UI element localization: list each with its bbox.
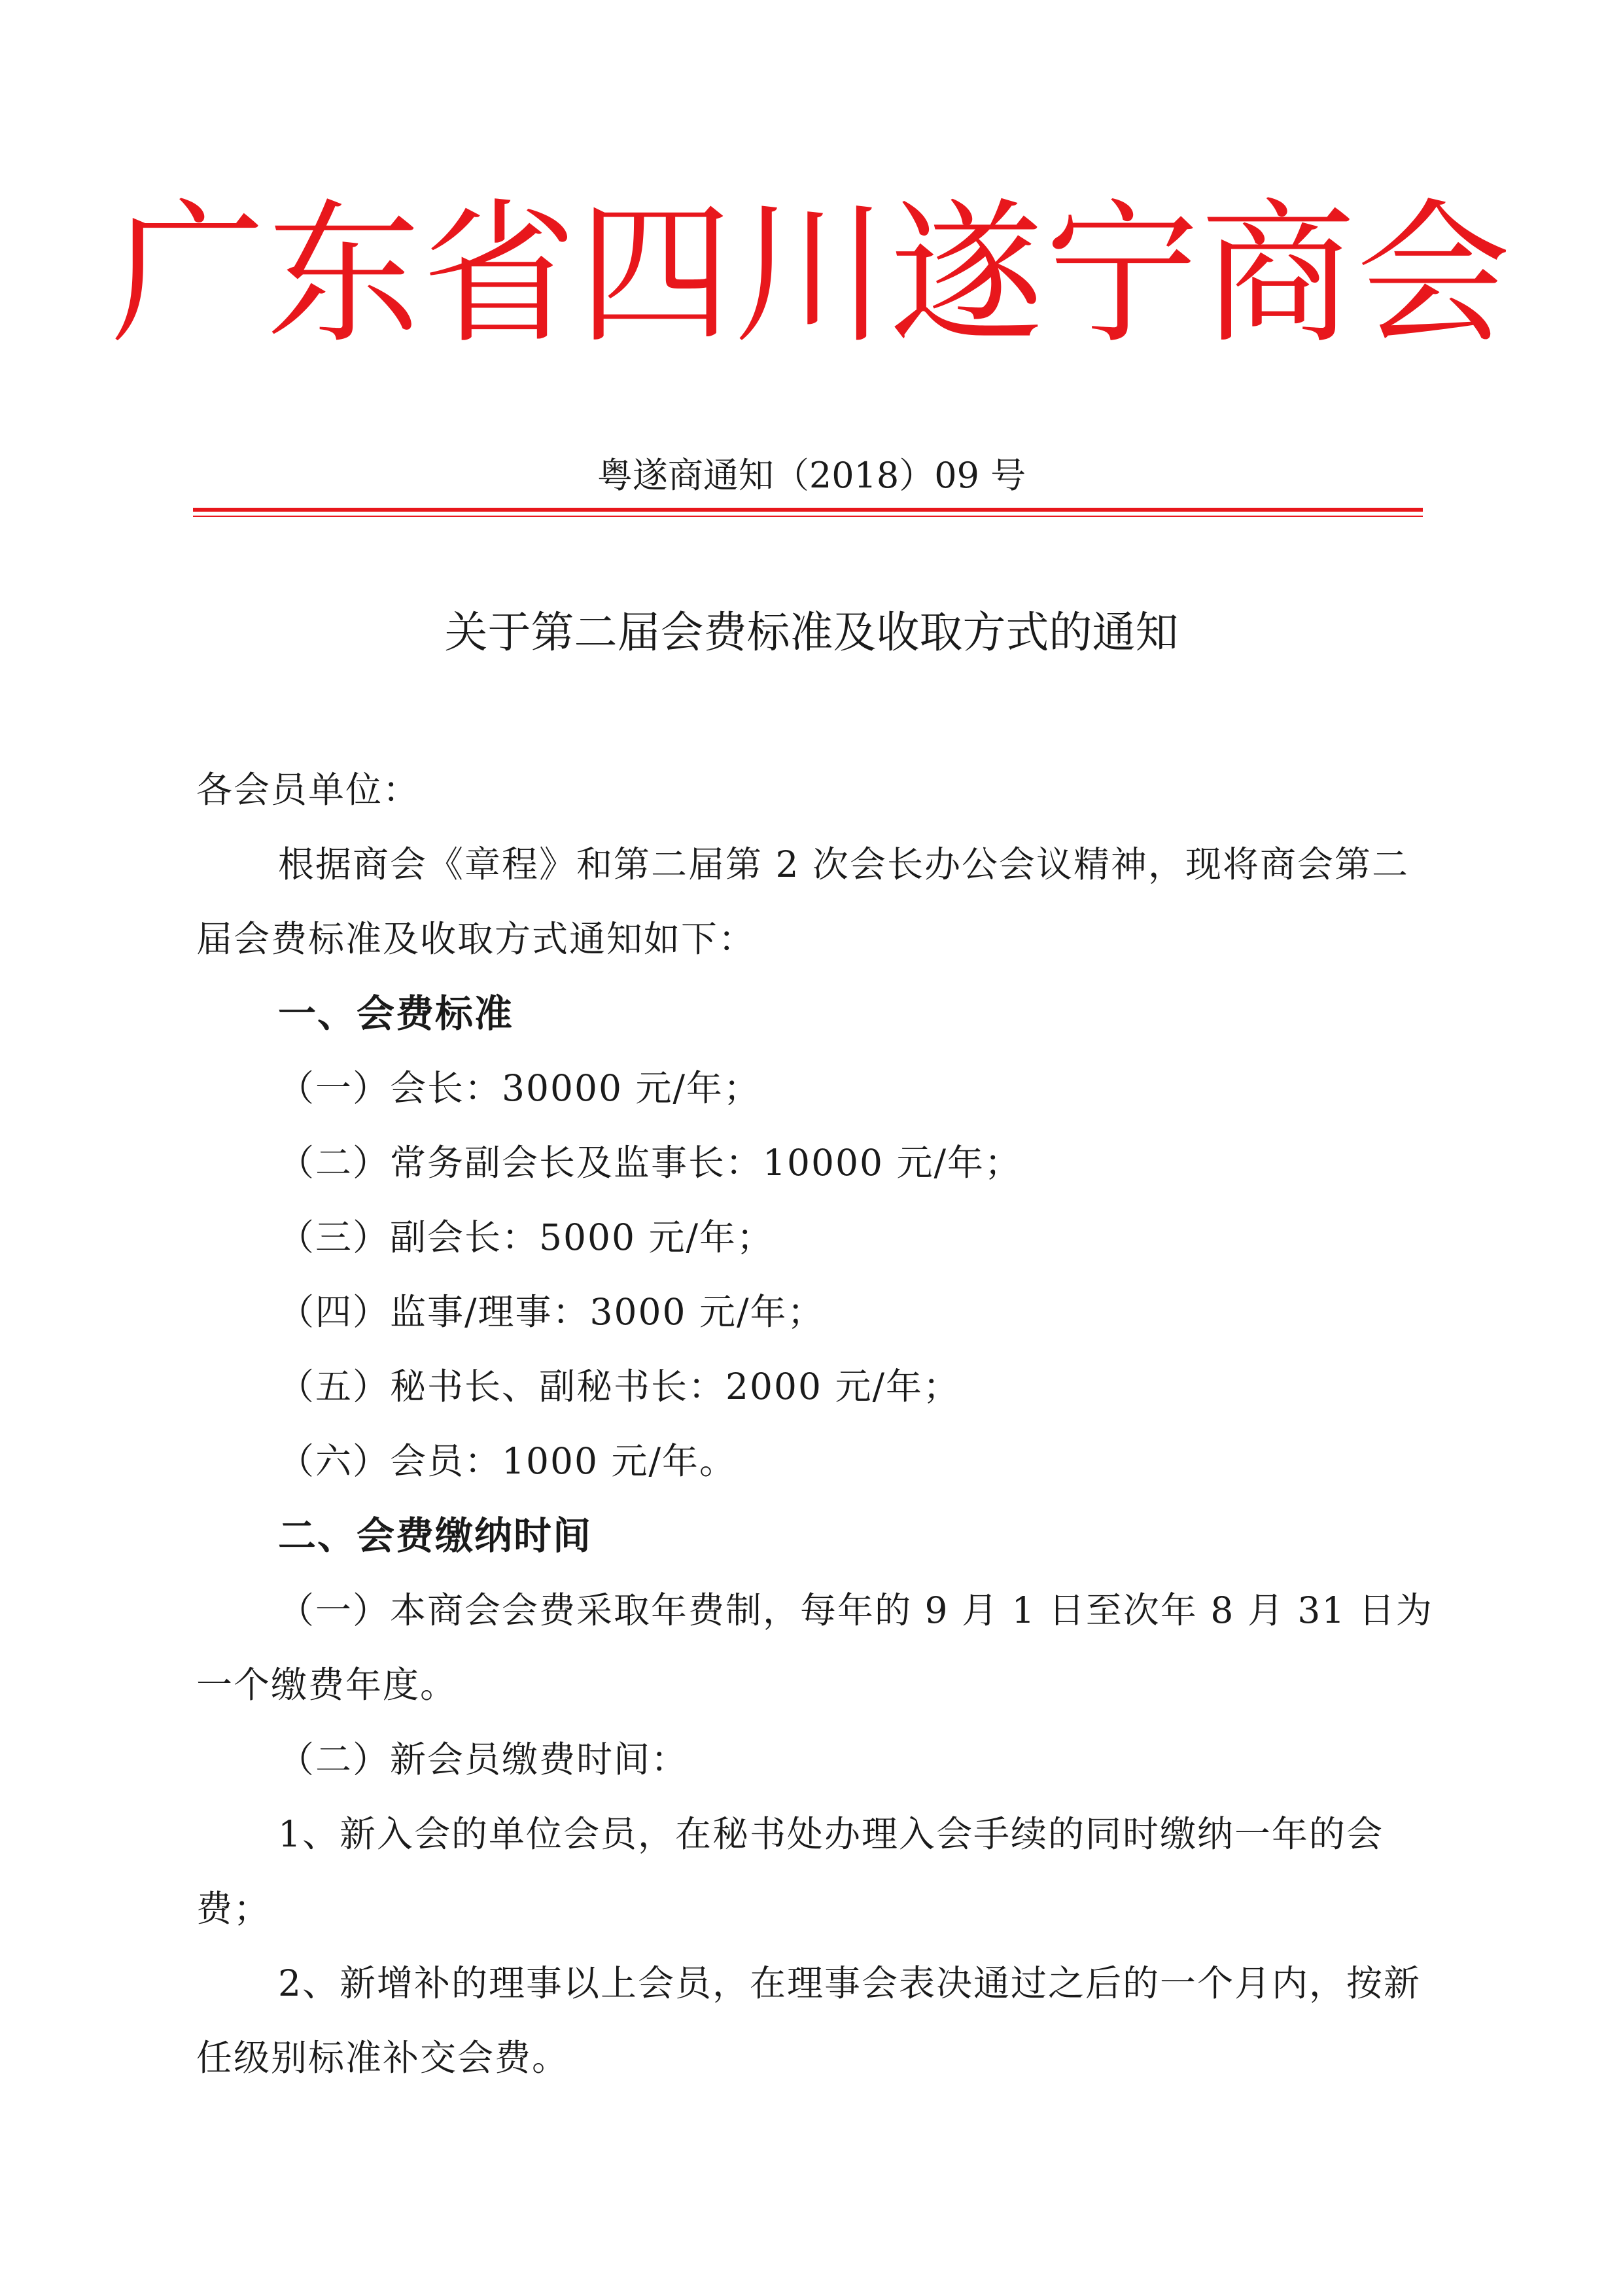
fee-item: （一）会长：30000 元/年；: [278, 1067, 761, 1109]
notice-title: 关于第二届会费标准及收取方式的通知: [444, 607, 1179, 658]
intro-paragraph: 根据商会《章程》和第二届第 2 次会长办公会议精神，现将商会第二届会费标准及收取方式通知如下：: [196, 843, 1409, 960]
org-header-title: 广东省四川遂宁商会: [111, 185, 1512, 364]
fee-item: （二）常务副会长及监事长：10000 元/年；: [278, 1142, 1022, 1184]
payment-paragraph: 1、新入会的单位会员，在秘书处办理入会手续的同时缴纳一年的会费；: [196, 1813, 1384, 1930]
fee-item: （五）秘书长、副秘书长：2000 元/年；: [278, 1366, 960, 1407]
red-divider-thick: [193, 508, 1423, 512]
fee-item: （六）会员：1000 元/年。: [278, 1440, 737, 1482]
notice-body: [196, 752, 1439, 2095]
red-divider-thin: [193, 516, 1423, 517]
salutation: 各会员单位：: [196, 769, 421, 811]
payment-paragraph: 2、新增补的理事以上会员，在理事会表决通过之后的一个月内，按新任级别标准补交会费。: [196, 1962, 1421, 2079]
document-number: 粤遂商通知（2018）09 号: [597, 455, 1026, 496]
section-heading-payment-time: 二、会费缴纳时间: [278, 1513, 593, 1558]
payment-paragraph: （一）本商会会费采取年费制，每年的 9 月 1 日至次年 8 月 31 日为一个缴费年度。: [196, 1589, 1433, 1706]
fee-item: （三）副会长：5000 元/年；: [278, 1216, 774, 1258]
section-heading-fee-standard: 一、会费标准: [278, 991, 514, 1036]
payment-paragraph: （二）新会员缴费时间：: [278, 1739, 689, 1780]
fee-item: （四）监事/理事：3000 元/年；: [278, 1291, 825, 1333]
